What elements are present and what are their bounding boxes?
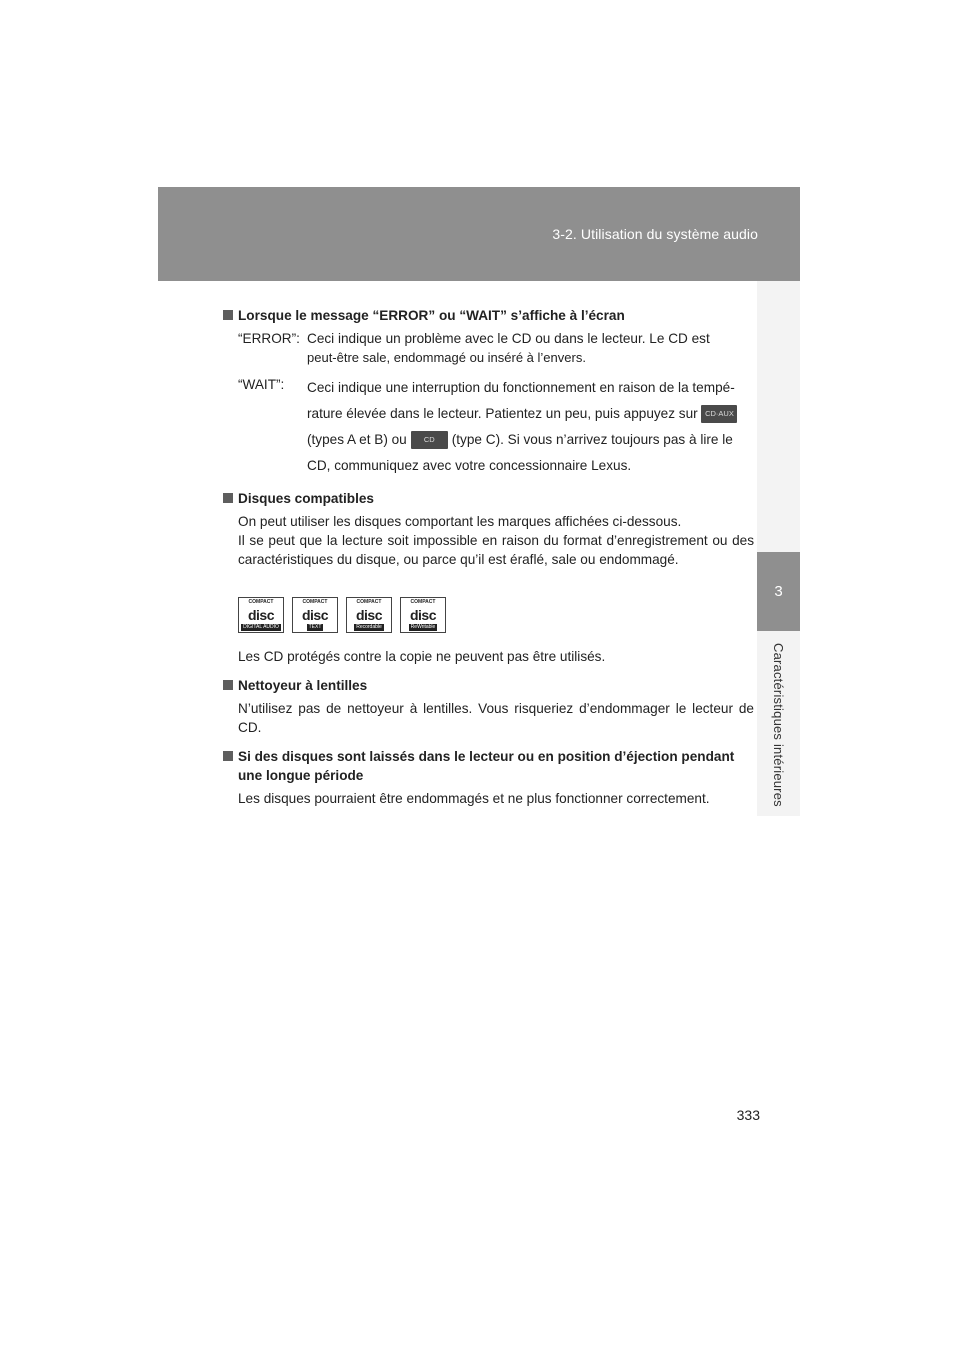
heading-error-wait: Lorsque le message “ERROR” ou “WAIT” s’affiche à l’écran (223, 306, 754, 325)
compact-disc-text-logo-icon: COMPACT disc TEXT (292, 597, 338, 633)
cd-button-icon: CD (411, 431, 448, 449)
square-bullet-icon (223, 493, 233, 503)
error-definition: “ERROR”: Ceci indique un problème avec le CD ou dans le lecteur. Le CD est peut-être sale, endommagé ou inséré à l’envers. (238, 331, 710, 365)
page-content (223, 306, 754, 808)
square-bullet-icon (223, 751, 233, 761)
compact-disc-recordable-logo-icon: COMPACT disc Recordable (346, 597, 392, 633)
compact-disc-rewritable-logo-icon: COMPACT disc ReWritable (400, 597, 446, 633)
lens-cleaner-text: N’utilisez pas de nettoyeur à lentilles. Vous risqueriez d’endommager le lecteur de CD. (238, 701, 754, 735)
header-band (158, 187, 800, 281)
heading-lens-cleaner: Nettoyeur à lentilles (223, 676, 754, 695)
wait-term: “WAIT”: (238, 377, 285, 392)
error-term: “ERROR”: (238, 331, 300, 346)
copy-protected-note: Les CD protégés contre la copie ne peuvent pas être utilisés. (238, 649, 606, 664)
chapter-number: 3 (757, 552, 800, 631)
chapter-side-tab (757, 281, 800, 816)
compatible-disc-logos (238, 597, 754, 633)
error-wait-definitions (223, 329, 754, 479)
heading-discs-left: Si des disques sont laissés dans le lecteur ou en position d’éjection pendant une longue période (223, 747, 754, 785)
section-title: 3-2. Utilisation du système audio (552, 226, 758, 242)
square-bullet-icon (223, 310, 233, 320)
compact-disc-digital-audio-logo-icon: COMPACT disc DIGITAL AUDIO (238, 597, 284, 633)
cd-aux-button-icon: CD·AUX (701, 405, 737, 423)
discs-left-text: Les disques pourraient être endommagés et ne plus fonctionner correctement. (238, 791, 710, 806)
page-number: 333 (736, 1107, 760, 1123)
square-bullet-icon (223, 680, 233, 690)
heading-compatible-discs: Disques compatibles (223, 489, 754, 508)
compatible-discs-text: On peut utiliser les disques comportant les marques affichées ci-dessous. Il se peut que la lecture soit impossible en raison du format d’enregistrement ou des caractéristiques du disque, ou parce qu’il est éraflé, sale ou endommagé. (238, 514, 754, 567)
chapter-label: Caractéristiques intérieures (771, 643, 786, 807)
wait-definition: “WAIT”: Ceci indique une interruption du fonctionnement en raison de la tempé- rature élevée dans le lecteur. Patientez un peu, puis appuyez sur CD·AUX (types A et B) ou CD (type C). Si vous n’arrivez toujours pas à lire le CD, communiquez avec votre concessionnaire Lexus. (238, 375, 754, 479)
